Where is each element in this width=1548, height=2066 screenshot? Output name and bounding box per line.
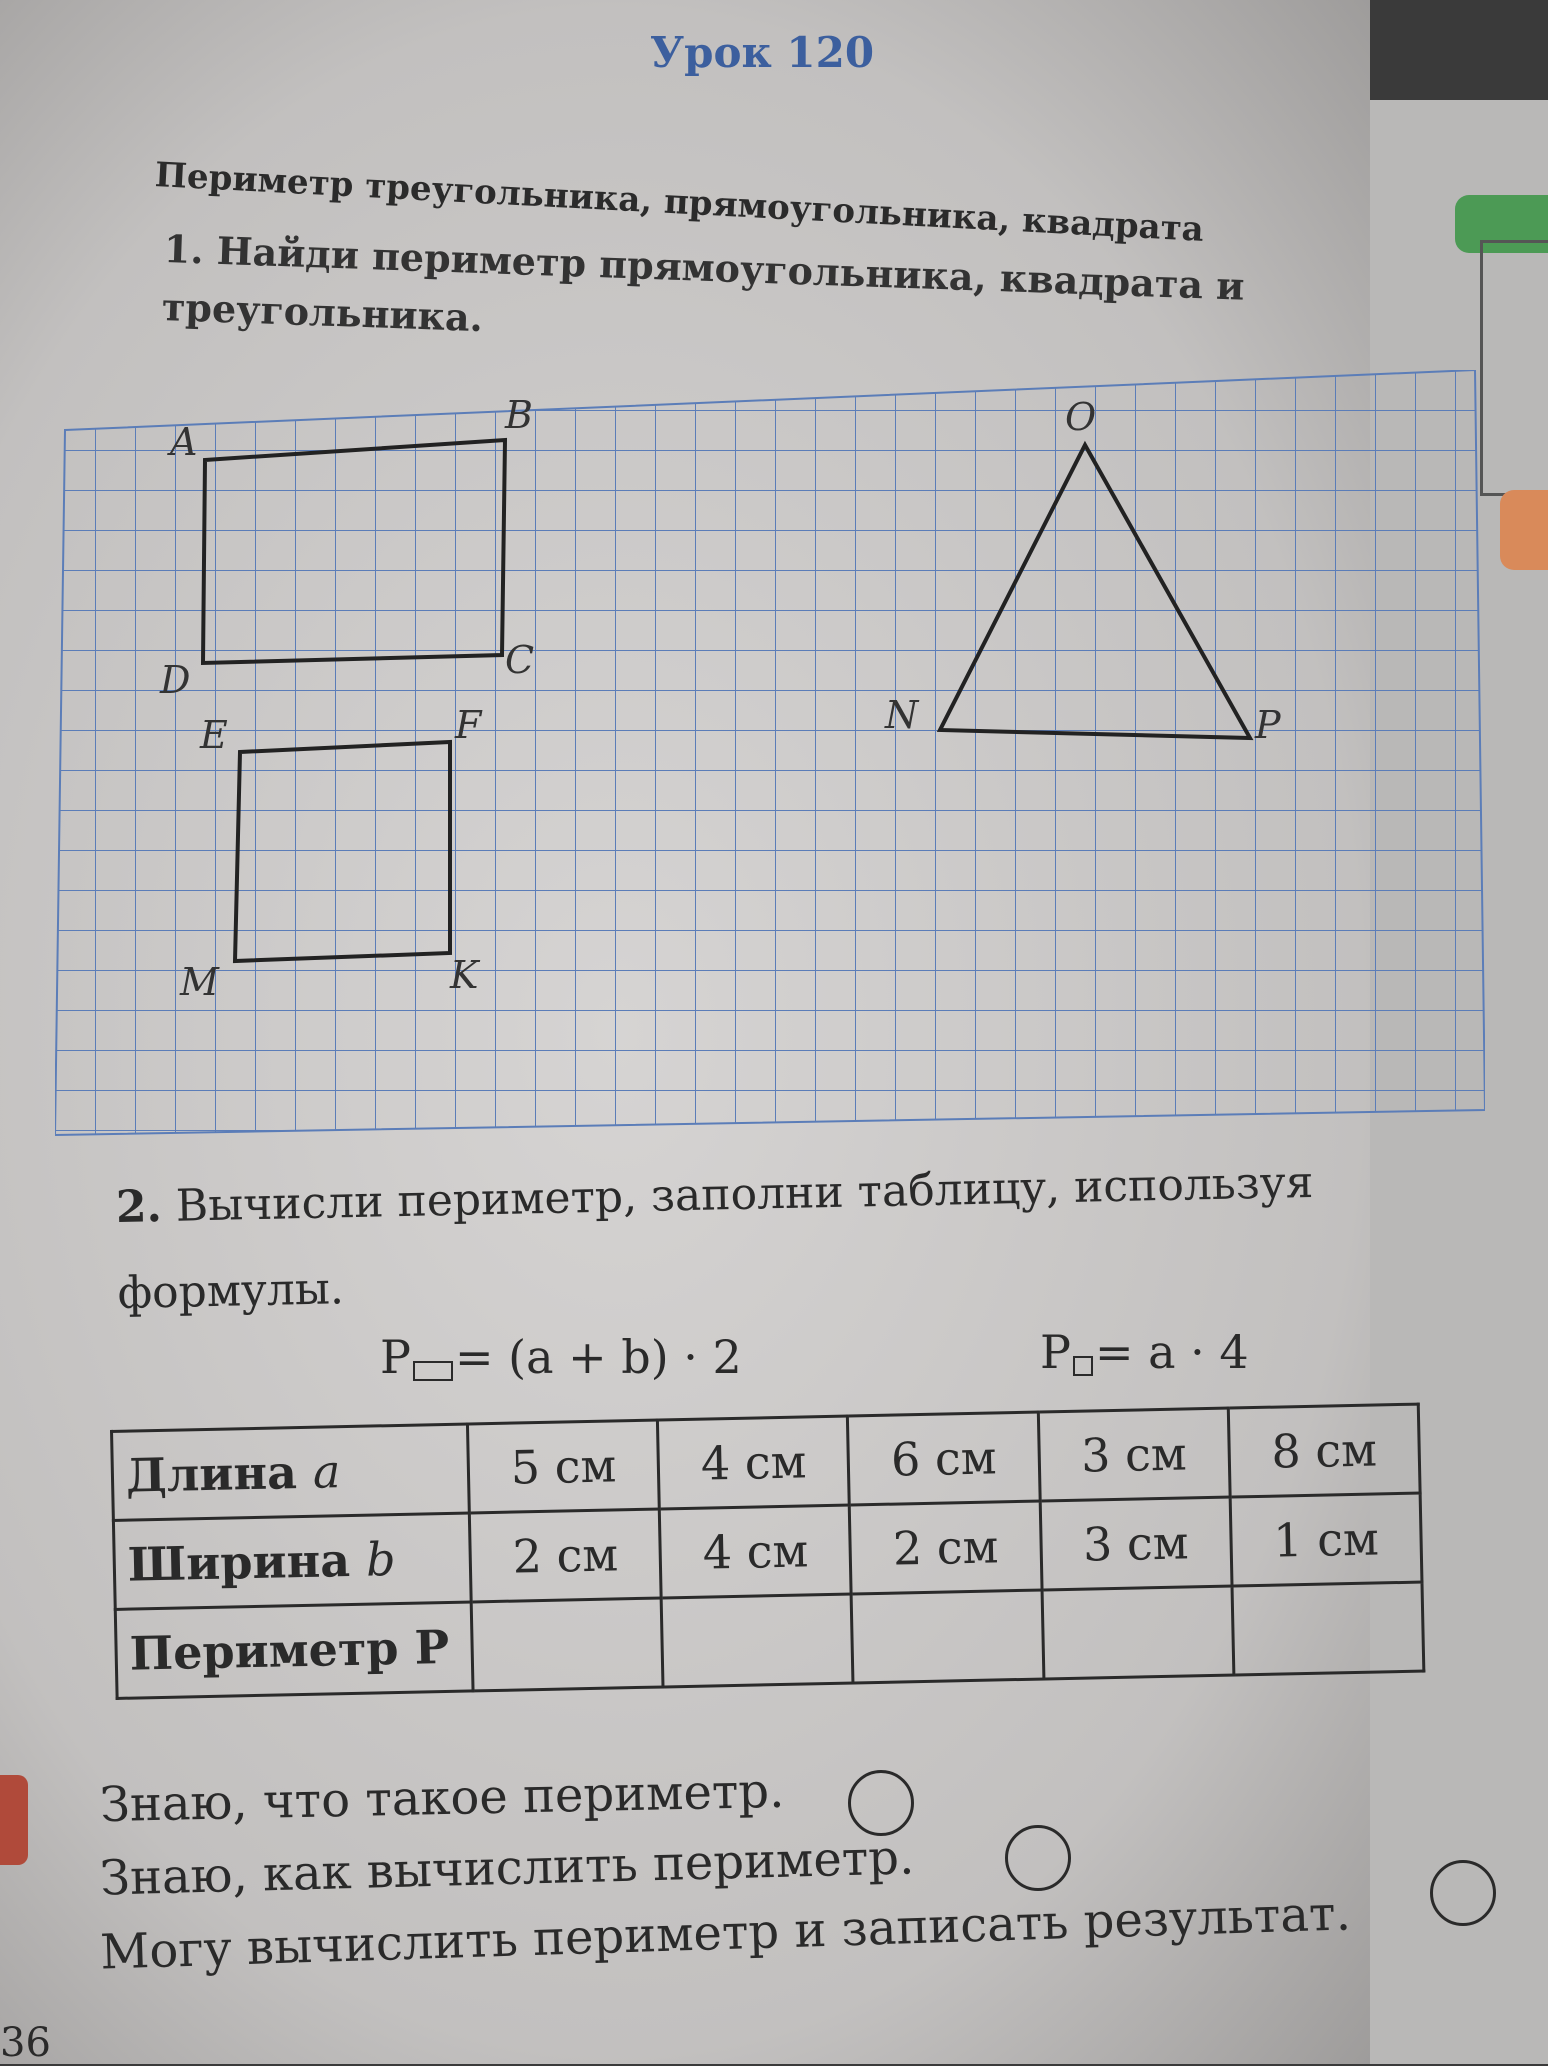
task-1-text: 1. Найди периметр прямоугольника, квадрата и треугольника. [161,225,1246,341]
task-2-block [115,1137,1448,1337]
grid-svg [55,370,1485,1150]
formula-square-p: P [1040,1325,1071,1379]
row-label: Длина [125,1445,298,1503]
label-f: F [455,703,482,747]
label-n: N [885,693,919,737]
lesson-title: Периметр треугольника, прямоугольника, квадрата [153,155,1205,250]
self-check-2-circle[interactable] [1005,1825,1071,1891]
label-k: K [450,953,479,997]
table-cell: 8 см [1228,1404,1420,1497]
grid-figure [55,370,1485,1150]
self-check-1-text: Знаю, что такое периметр. [99,1762,785,1834]
task-2-number: 2. [115,1181,163,1233]
self-check-3-text: Могу вычислить периметр и записать результат. [99,1885,1352,1981]
table-cell: 1 см [1230,1493,1422,1586]
table-cell: 6 см [848,1412,1040,1505]
label-a: A [170,420,198,464]
row-header [112,1424,470,1520]
row-header [113,1513,471,1609]
student-icon [0,1775,28,1865]
table-cell: 3 см [1038,1408,1230,1501]
label-m: M [180,960,219,1004]
perimeter-table [110,1403,1425,1700]
table-cell[interactable] [661,1594,853,1687]
rectangle-symbol-icon [413,1361,453,1381]
table-cell: 2 см [469,1509,661,1602]
page-number: 36 [0,2020,51,2066]
formula-square [1040,1325,1249,1379]
square-symbol-icon [1073,1356,1093,1376]
side-frame [1480,240,1548,496]
table-cell: 4 см [658,1416,850,1509]
row-header [115,1602,473,1698]
formula-square-expression: = a · 4 [1094,1325,1249,1379]
formula-rectangle [380,1330,742,1384]
row-variable: a [312,1444,341,1499]
row-variable: b [365,1532,397,1587]
self-check-1-circle[interactable] [848,1770,914,1836]
lesson-number: Урок 120 [650,28,875,77]
label-e: E [200,713,228,757]
label-o: O [1065,395,1097,439]
table-cell[interactable] [471,1598,663,1691]
table-cell: 5 см [467,1420,659,1513]
self-check-2-text: Знаю, как вычислить периметр. [99,1829,915,1907]
self-check-3-circle[interactable] [1430,1860,1496,1926]
pencil-tab-icon [1500,490,1548,570]
row-label: Ширина [127,1533,351,1592]
table-cell: 2 см [850,1501,1042,1594]
label-b: B [505,393,533,437]
table-cell[interactable] [1042,1586,1234,1679]
row-label: Периметр Р [129,1619,450,1681]
table-cell: 4 см [659,1505,851,1598]
table-cell[interactable] [851,1590,1043,1683]
task-2-text: Вычисли периметр, заполни таблицу, используя формулы. [117,1156,1314,1319]
label-c: C [505,638,535,682]
label-p: P [1255,703,1281,747]
formula-rect-p: P [380,1330,411,1384]
label-d: D [160,658,191,702]
table-cell: 3 см [1040,1497,1232,1590]
table-cell[interactable] [1232,1582,1424,1675]
formula-rect-expression: = (a + b) · 2 [454,1330,742,1384]
